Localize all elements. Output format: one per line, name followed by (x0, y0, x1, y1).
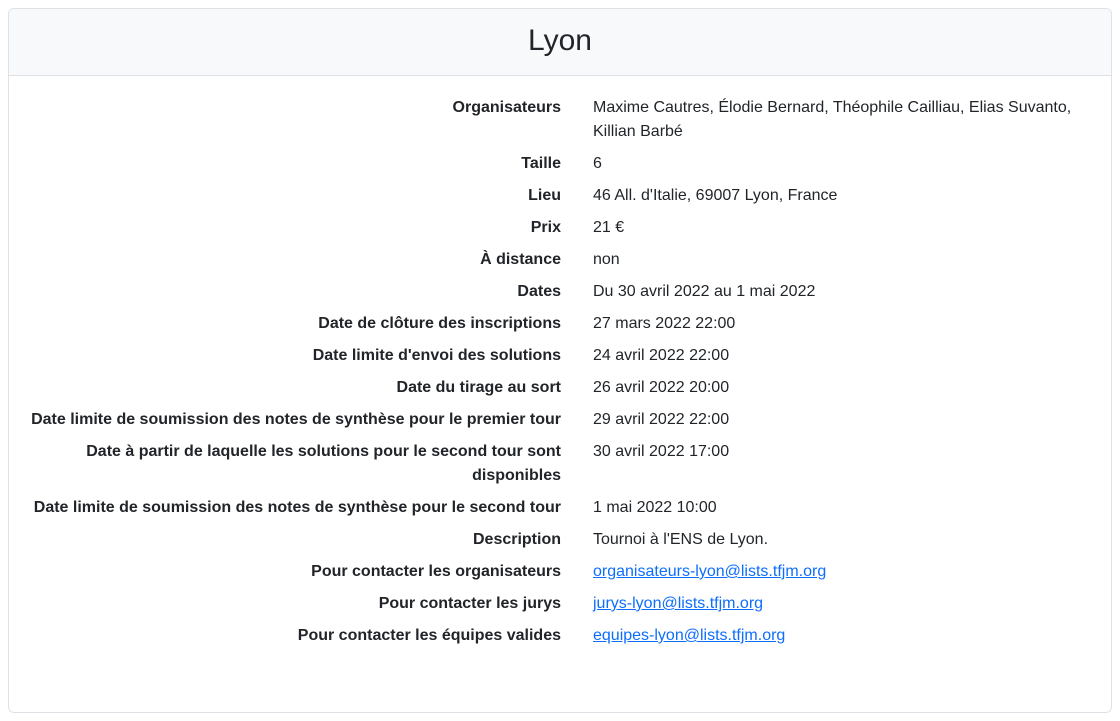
detail-label: Date limite de soumission des notes de synthèse pour le second tour (33, 499, 561, 516)
detail-label: Date limite de soumission des notes de synthèse pour le premier tour (31, 411, 561, 428)
detail-value: 6 (593, 155, 602, 172)
detail-label: Pour contacter les jurys (378, 595, 561, 612)
tournament-card (8, 8, 1112, 713)
detail-label: Dates (517, 283, 561, 300)
detail-label: À distance (480, 251, 561, 268)
detail-value: 21 € (593, 219, 625, 236)
detail-label: Date du tirage au sort (396, 379, 561, 396)
detail-value: 46 All. d'Italie, 69007 Lyon, France (593, 187, 838, 204)
detail-value: 29 avril 2022 22:00 (593, 411, 730, 428)
detail-value: Tournoi à l'ENS de Lyon. (593, 531, 769, 548)
detail-value: Du 30 avril 2022 au 1 mai 2022 (593, 283, 816, 300)
detail-label: Date de clôture des inscriptions (318, 315, 561, 332)
card-body (9, 76, 1111, 712)
detail-value: 26 avril 2022 20:00 (593, 379, 730, 396)
detail-value: 27 mars 2022 22:00 (593, 315, 736, 332)
detail-value: 1 mai 2022 10:00 (593, 499, 717, 516)
detail-label: Organisateurs (452, 99, 561, 116)
contact-email-link[interactable]: organisateurs-lyon@lists.tfjm.org (593, 563, 827, 580)
detail-value: non (593, 251, 620, 268)
detail-value (593, 588, 1095, 620)
card-header (9, 9, 1111, 76)
page-title: Lyon (528, 24, 592, 57)
detail-value (593, 556, 1095, 588)
detail-label: Prix (530, 219, 561, 236)
detail-label: Lieu (528, 187, 561, 204)
detail-value (593, 620, 1095, 652)
detail-label: Taille (521, 155, 561, 172)
detail-label: Description (472, 531, 561, 548)
detail-label: Pour contacter les équipes valides (297, 627, 561, 644)
detail-value: Maxime Cautres, Élodie Bernard, Théophile Cailliau, Elias Suvanto, Killian Barbé (593, 99, 1072, 140)
details-list (25, 92, 1095, 652)
detail-value: 30 avril 2022 17:00 (593, 443, 730, 460)
detail-label: Date à partir de laquelle les solutions pour le second tour sont disponibles (86, 443, 561, 484)
contact-email-link[interactable]: equipes-lyon@lists.tfjm.org (593, 627, 786, 644)
detail-label: Pour contacter les organisateurs (311, 563, 561, 580)
detail-label: Date limite d'envoi des solutions (312, 347, 561, 364)
detail-value: 24 avril 2022 22:00 (593, 347, 730, 364)
contact-email-link[interactable]: jurys-lyon@lists.tfjm.org (593, 595, 764, 612)
